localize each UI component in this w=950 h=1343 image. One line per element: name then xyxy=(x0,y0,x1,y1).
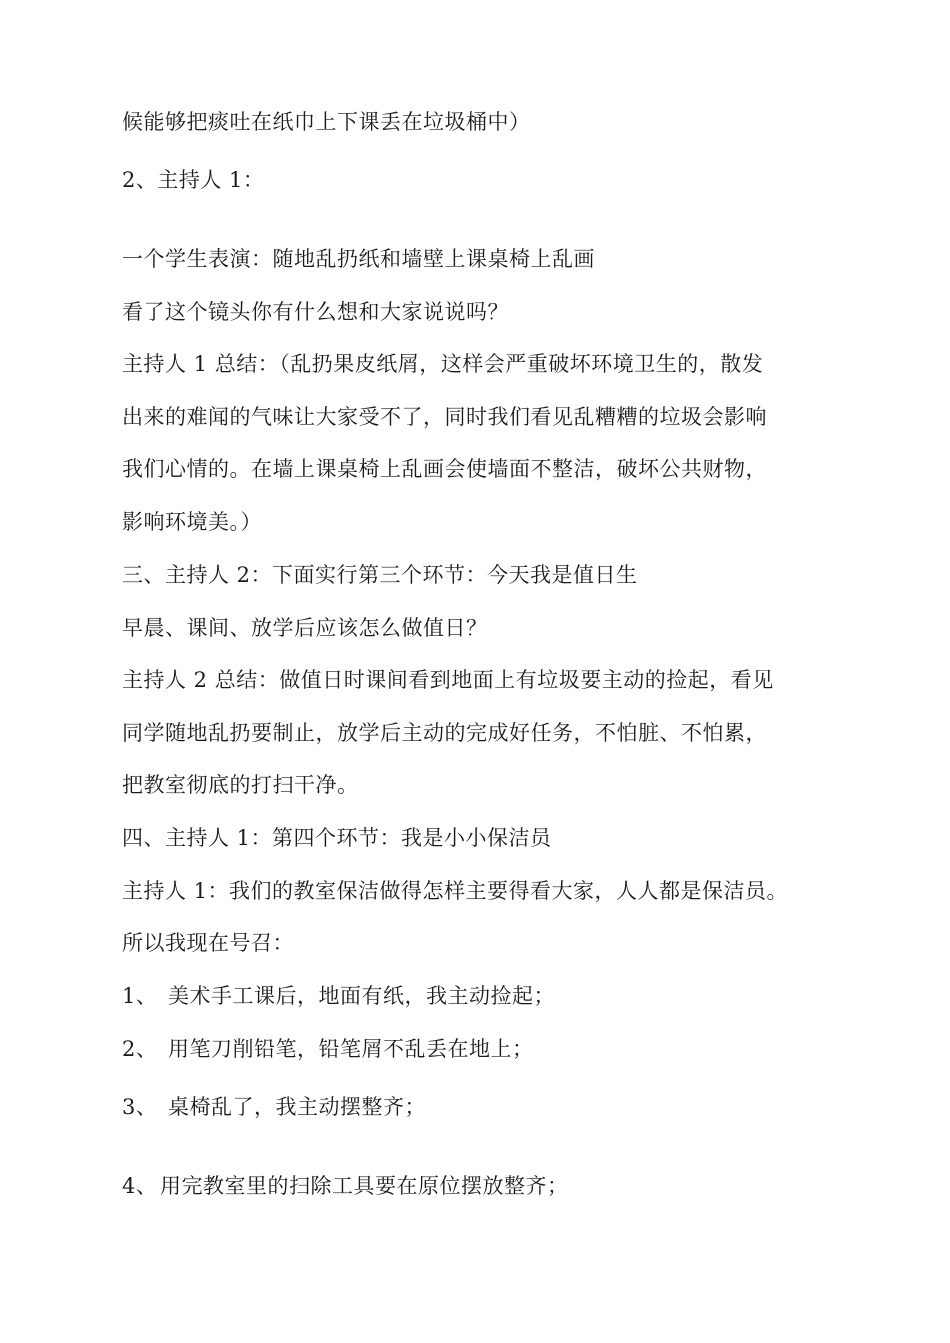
list-item-text: 桌椅乱了，我主动摆整齐； xyxy=(168,1095,426,1119)
text-line: 把教室彻底的打扫干净。 xyxy=(122,773,359,797)
list-item xyxy=(122,981,555,1011)
text-line: 2、主持人 1： xyxy=(122,168,265,192)
text-line: 影响环境美。） xyxy=(122,510,262,534)
list-item-text: 美术手工课后，地面有纸，我主动捡起； xyxy=(168,984,555,1008)
list-item xyxy=(122,1092,426,1122)
text-line: 看了这个镜头你有什么想和大家说说吗？ xyxy=(122,300,509,324)
list-item xyxy=(122,1034,534,1064)
list-item-number: 4、 xyxy=(122,1174,158,1198)
section-heading: 三、主持人 2：下面实行第三个环节：今天我是值日生 xyxy=(122,563,638,587)
text-line: 主持人 1 总结：（乱扔果皮纸屑，这样会严重破坏环境卫生的，散发 xyxy=(122,352,764,376)
text-line: 主持人 1：我们的教室保洁做得怎样主要得看大家，人人都是保洁员。 xyxy=(122,879,789,903)
text-line: 我们心情的。在墙上课桌椅上乱画会使墙面不整洁，破坏公共财物， xyxy=(122,457,767,481)
list-item-text: 用笔刀削铅笔，铅笔屑不乱丢在地上； xyxy=(168,1037,534,1061)
list-item-text: 用完教室里的扫除工具要在原位摆放整齐； xyxy=(160,1174,569,1198)
text-line: 所以我现在号召： xyxy=(122,931,294,955)
list-item-number: 3、 xyxy=(122,1095,158,1119)
text-line: 候能够把痰吐在纸巾上下课丢在垃圾桶中） xyxy=(122,110,531,134)
text-line: 出来的难闻的气味让大家受不了，同时我们看见乱糟糟的垃圾会影响 xyxy=(122,405,767,429)
text-line: 一个学生表演：随地乱扔纸和墙壁上课桌椅上乱画 xyxy=(122,247,595,271)
list-item xyxy=(122,1171,569,1201)
text-line: 同学随地乱扔要制止，放学后主动的完成好任务，不怕脏、不怕累， xyxy=(122,721,767,745)
list-item-number: 1、 xyxy=(122,984,158,1008)
section-heading: 四、主持人 1：第四个环节：我是小小保洁员 xyxy=(122,826,552,850)
list-item-number: 2、 xyxy=(122,1037,158,1061)
text-line: 早晨、课间、放学后应该怎么做值日？ xyxy=(122,616,488,640)
text-line: 主持人 2 总结：做值日时课间看到地面上有垃圾要主动的捡起，看见 xyxy=(122,668,774,692)
